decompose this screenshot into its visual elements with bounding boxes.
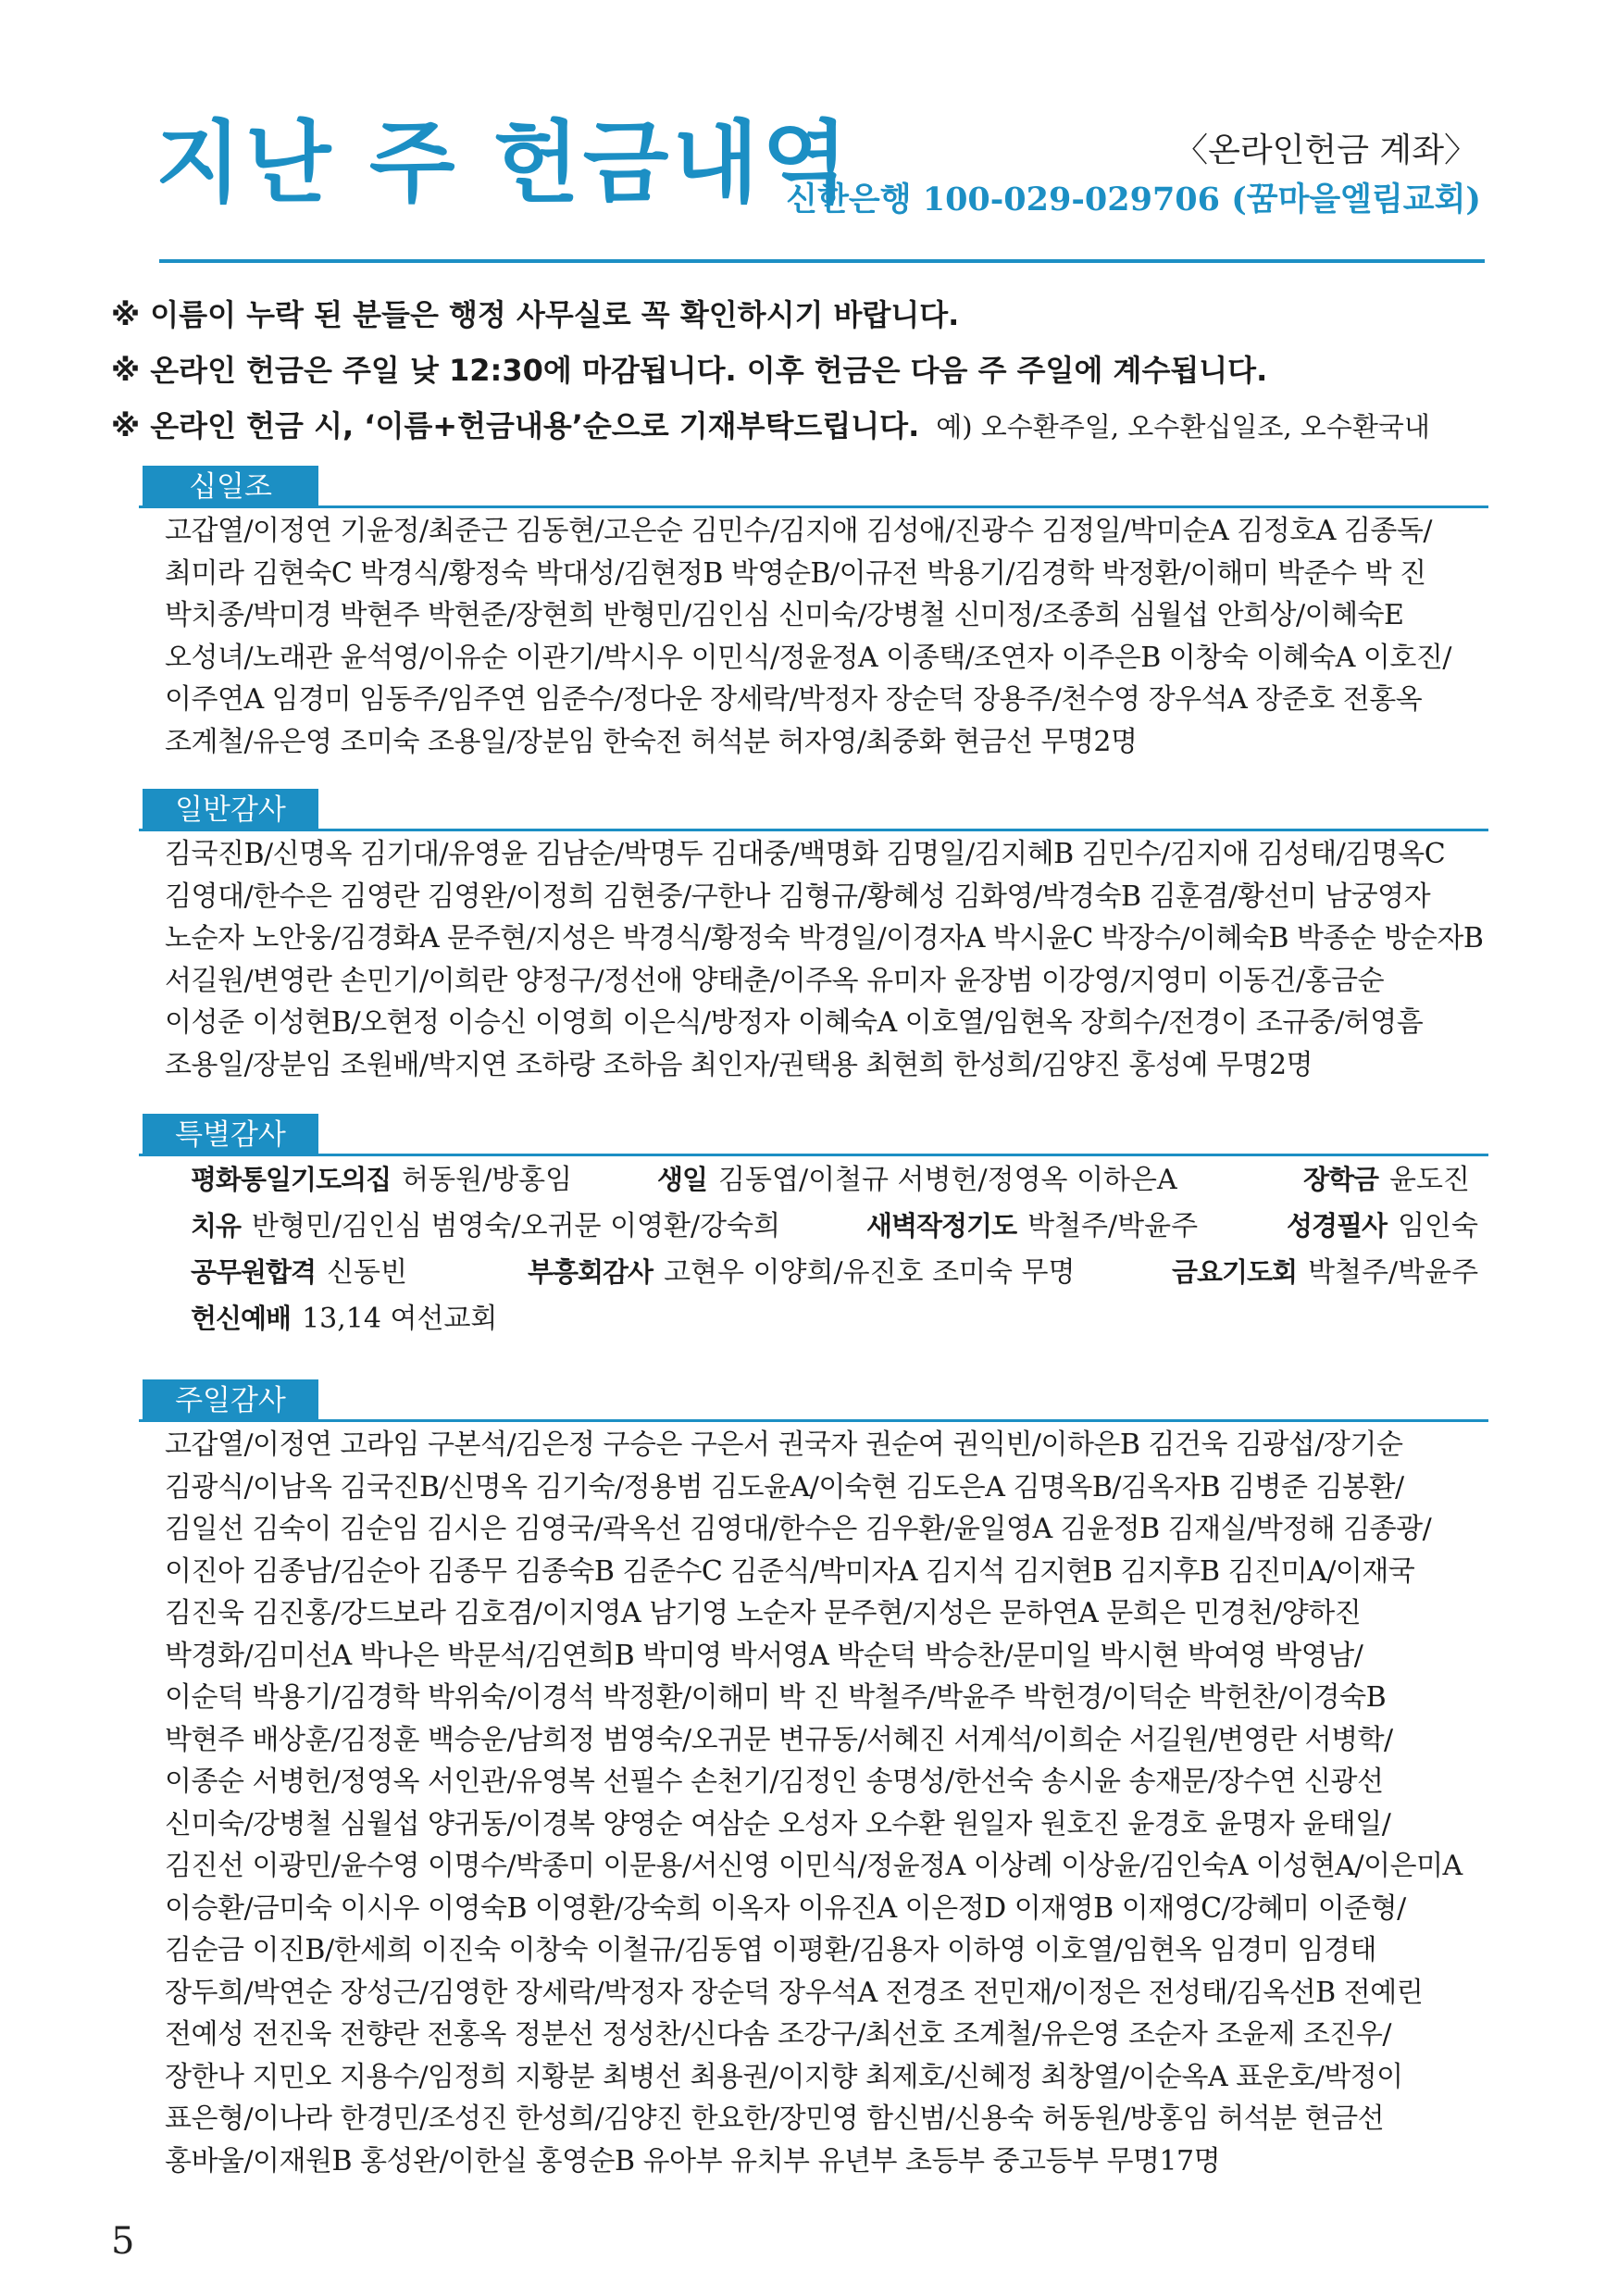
name-line: 김일선 김숙이 김순임 김시은 김영국/곽옥선 김영대/한수은 김우환/윤일영A 김윤정B 김재실/박정해 김종광/ <box>165 1513 1432 1545</box>
account-number: 신한은행 100-029-029706 (꿈마을엘림교회) <box>786 181 1481 218</box>
special-key: 공무원합격 <box>191 1256 317 1288</box>
notice-item <box>111 343 1490 398</box>
name-line: 신미숙/강병철 심월섭 양귀동/이경복 양영순 여삼순 오성자 오수환 원일자 원호진 윤경호 윤명자 윤태일/ <box>165 1807 1391 1841</box>
sunday-names <box>139 1424 1488 2182</box>
special-value: 김동엽/이철규 서병헌/정영옥 이하은A <box>718 1164 1177 1196</box>
section-label: 십일조 <box>143 466 318 508</box>
special-item <box>1287 1203 1478 1250</box>
sunday-section <box>139 1379 1488 2182</box>
name-line: 장두희/박연순 장성근/김영한 장세락/박정자 장순덕 장우석A 전경조 전민재/이정은 전성태/김옥선B 전예린 <box>165 1976 1424 2009</box>
special-key: 평화통일기도의집 <box>191 1164 392 1195</box>
section-divider <box>139 1419 1488 1422</box>
special-grid <box>139 1156 1488 1341</box>
page-title: 지난 주 헌금내역 <box>156 111 852 215</box>
special-item <box>657 1156 1177 1204</box>
notice-text: ※ 이름이 누락 된 분들은 행정 사무실로 꼭 확인하시기 바랍니다. <box>111 297 960 332</box>
name-line: 박경화/김미선A 박나은 박문석/김연희B 박미영 박서영A 박순덕 박승찬/문미일 박시현 박여영 박영남/ <box>165 1639 1363 1672</box>
special-row <box>165 1249 1488 1295</box>
special-item <box>1172 1249 1478 1296</box>
page-number: 5 <box>111 2220 135 2263</box>
special-item <box>866 1203 1198 1250</box>
notice-example: 예) 오수환주일, 오수환십일조, 오수환국내 <box>936 411 1430 443</box>
special-key: 성경필사 <box>1287 1210 1388 1242</box>
name-line: 김순금 이진B/한세희 이진숙 이창숙 이철규/김동엽 이평환/김용자 이하영 이호열/임현옥 임경미 임경태 <box>165 1934 1376 1966</box>
name-line: 이순덕 박용기/김경학 박위숙/이경석 박정환/이해미 박 진 박철주/박윤주 박헌경/이덕순 박헌찬/이경숙B <box>165 1681 1387 1714</box>
special-key: 생일 <box>657 1164 708 1195</box>
special-key: 금요기도회 <box>1172 1256 1298 1288</box>
notice-list <box>111 287 1490 454</box>
special-section <box>139 1114 1488 1341</box>
special-value: 허동원/방홍임 <box>402 1164 573 1196</box>
section-header <box>139 466 1488 508</box>
name-line: 김광식/이남옥 김국진B/신명옥 김기숙/정용범 김도윤A/이숙현 김도은A 김명옥B/김옥자B 김병준 김봉환/ <box>165 1470 1404 1504</box>
general-names <box>139 833 1488 1086</box>
name-line: 이진아 김종남/김순아 김종무 김종숙B 김준수C 김준식/박미자A 김지석 김지현B 김지후B 김진미A/이재국 <box>165 1554 1415 1588</box>
notice-text: ※ 온라인 헌금 시, ‘이름+헌금내용’순으로 기재부탁드립니다. <box>111 408 920 443</box>
special-item <box>528 1249 1076 1296</box>
section-divider <box>139 829 1488 831</box>
special-value: 반형민/김인심 범영숙/오귀문 이영환/강숙희 <box>252 1210 781 1242</box>
name-line: 이종순 서병헌/정영옥 서인관/유영복 선필수 손천기/김정인 송명성/한선숙 송시윤 송재문/장수연 신광선 <box>165 1766 1384 1798</box>
name-line: 조용일/장분임 조원배/박지연 조하랑 조하음 최인자/권택용 최현희 한성희/김양진 홍성예 무명2명 <box>165 1048 1313 1081</box>
special-item <box>191 1295 497 1342</box>
name-line: 장한나 지민오 지용수/임정희 지황분 최병선 최용권/이지향 최제호/신혜정 최창열/이순옥A 표운호/박정이 <box>165 2060 1403 2093</box>
special-key: 장학금 <box>1303 1164 1379 1195</box>
section-header <box>139 1379 1488 1422</box>
special-value: 박철주/박윤주 <box>1027 1210 1199 1242</box>
special-key: 치유 <box>191 1210 242 1242</box>
name-line: 오성녀/노래관 윤석영/이유순 이관기/박시우 이민식/정윤정A 이종택/조연자 이주은B 이창숙 이혜숙A 이호진/ <box>165 641 1451 674</box>
notice-item <box>111 287 1490 343</box>
special-item <box>191 1203 780 1250</box>
special-key: 부흥회감사 <box>528 1256 653 1288</box>
tithe-section <box>139 466 1488 763</box>
special-row <box>165 1295 1488 1341</box>
name-line: 이성준 이성현B/오현정 이승신 이영희 이은식/방정자 이혜숙A 이호열/임현옥 장희수/전경이 조규중/허영흠 <box>165 1006 1424 1039</box>
special-row <box>165 1156 1488 1203</box>
section-label: 주일감사 <box>143 1379 318 1422</box>
special-value: 13,14 여선교회 <box>302 1303 498 1335</box>
special-item <box>1303 1156 1470 1204</box>
name-line: 박현주 배상훈/김정훈 백승운/남희정 범영숙/오귀문 변규동/서혜진 서계석/이희순 서길원/변영란 서병학/ <box>165 1723 1393 1756</box>
name-line: 조계철/유은영 조미숙 조용일/장분임 한숙전 허석분 허자영/최중화 현금선 무명2명 <box>165 725 1138 758</box>
name-line: 고갑열/이정연 기윤정/최준근 김동현/고은순 김민수/김지애 김성애/진광수 김정일/박미순A 김정호A 김종독/ <box>165 515 1432 547</box>
general-section <box>139 789 1488 1086</box>
special-row <box>165 1203 1488 1249</box>
name-line: 김진선 이광민/윤수영 이명수/박종미 이문용/서신영 이민식/정윤정A 이상례 이상윤/김인숙A 이성현A/이은미A <box>165 1850 1462 1882</box>
tithe-names <box>139 510 1488 763</box>
section-divider <box>139 505 1488 508</box>
notice-text: ※ 온라인 헌금은 주일 낮 12:30에 마감됩니다. 이후 헌금은 다음 주 주일에 계수됩니다. <box>111 353 1268 388</box>
name-line: 이주연A 임경미 임동주/임주연 임준수/정다운 장세락/박정자 장순덕 장용주/천수영 장우석A 장준호 전홍옥 <box>165 683 1423 716</box>
section-header <box>139 789 1488 831</box>
special-value: 윤도진 <box>1389 1164 1470 1196</box>
name-line: 김국진B/신명옥 김기대/유영윤 김남순/박명두 김대중/백명화 김명일/김지혜B 김민수/김지애 김성태/김명옥C <box>165 838 1446 870</box>
name-line: 김진욱 김진홍/강드보라 김호겸/이지영A 남기영 노순자 문주현/지성은 문하연A 문희은 민경천/양하진 <box>165 1597 1362 1629</box>
special-key: 헌신예배 <box>191 1303 292 1334</box>
special-item <box>191 1249 407 1296</box>
special-value: 박철주/박윤주 <box>1308 1256 1479 1289</box>
name-line: 홍바울/이재원B 홍성완/이한실 홍영순B 유아부 유치부 유년부 초등부 중고등부 무명17명 <box>165 2144 1221 2177</box>
header-divider <box>159 259 1485 263</box>
special-value: 고현우 이양희/유진호 조미숙 무명 <box>664 1256 1076 1289</box>
section-label: 특별감사 <box>143 1114 318 1156</box>
special-item <box>191 1156 572 1204</box>
special-value: 신동빈 <box>327 1256 408 1289</box>
notice-item <box>111 398 1490 454</box>
name-line: 박치종/박미경 박현주 박현준/장현희 반형민/김인심 신미숙/강병철 신미정/조종희 심월섭 안희상/이혜숙E <box>165 599 1404 631</box>
special-value: 임인숙 <box>1398 1210 1479 1242</box>
account-label: 〈온라인헌금 계좌〉 <box>1175 131 1477 169</box>
section-label: 일반감사 <box>143 789 318 831</box>
name-line: 김영대/한수은 김영란 김영완/이정희 김현중/구한나 김형규/황혜성 김화영/박경숙B 김훈겸/황선미 남궁영자 <box>165 880 1431 913</box>
name-line: 최미라 김현숙C 박경식/황정숙 박대성/김현정B 박영순B/이규전 박용기/김경학 박정환/이해미 박준수 박 진 <box>165 556 1426 590</box>
section-header <box>139 1114 1488 1156</box>
name-line: 전예성 전진욱 전향란 전홍옥 정분선 정성찬/신다솜 조강구/최선호 조계철/유은영 조순자 조윤제 조진우/ <box>165 2018 1391 2051</box>
name-line: 서길원/변영란 손민기/이희란 양정구/정선애 양태춘/이주옥 유미자 윤장범 이강영/지영미 이동건/홍금순 <box>165 964 1385 997</box>
special-key: 새벽작정기도 <box>866 1210 1017 1242</box>
name-line: 고갑열/이정연 고라임 구본석/김은정 구승은 구은서 권국자 권순여 권익빈/이하은B 김건욱 김광섭/장기순 <box>165 1429 1403 1461</box>
name-line: 노순자 노안웅/김경화A 문주현/지성은 박경식/황정숙 박경일/이경자A 박시윤C 박장수/이혜숙B 박종순 방순자B <box>165 922 1484 955</box>
name-line: 표은형/이나라 한경민/조성진 한성희/김양진 한요한/장민영 함신범/신용숙 허동원/방홍임 허석분 현금선 <box>165 2103 1385 2135</box>
name-line: 이승환/금미숙 이시우 이영숙B 이영환/강숙희 이옥자 이유진A 이은정D 이재영B 이재영C/강혜미 이준형/ <box>165 1891 1406 1925</box>
